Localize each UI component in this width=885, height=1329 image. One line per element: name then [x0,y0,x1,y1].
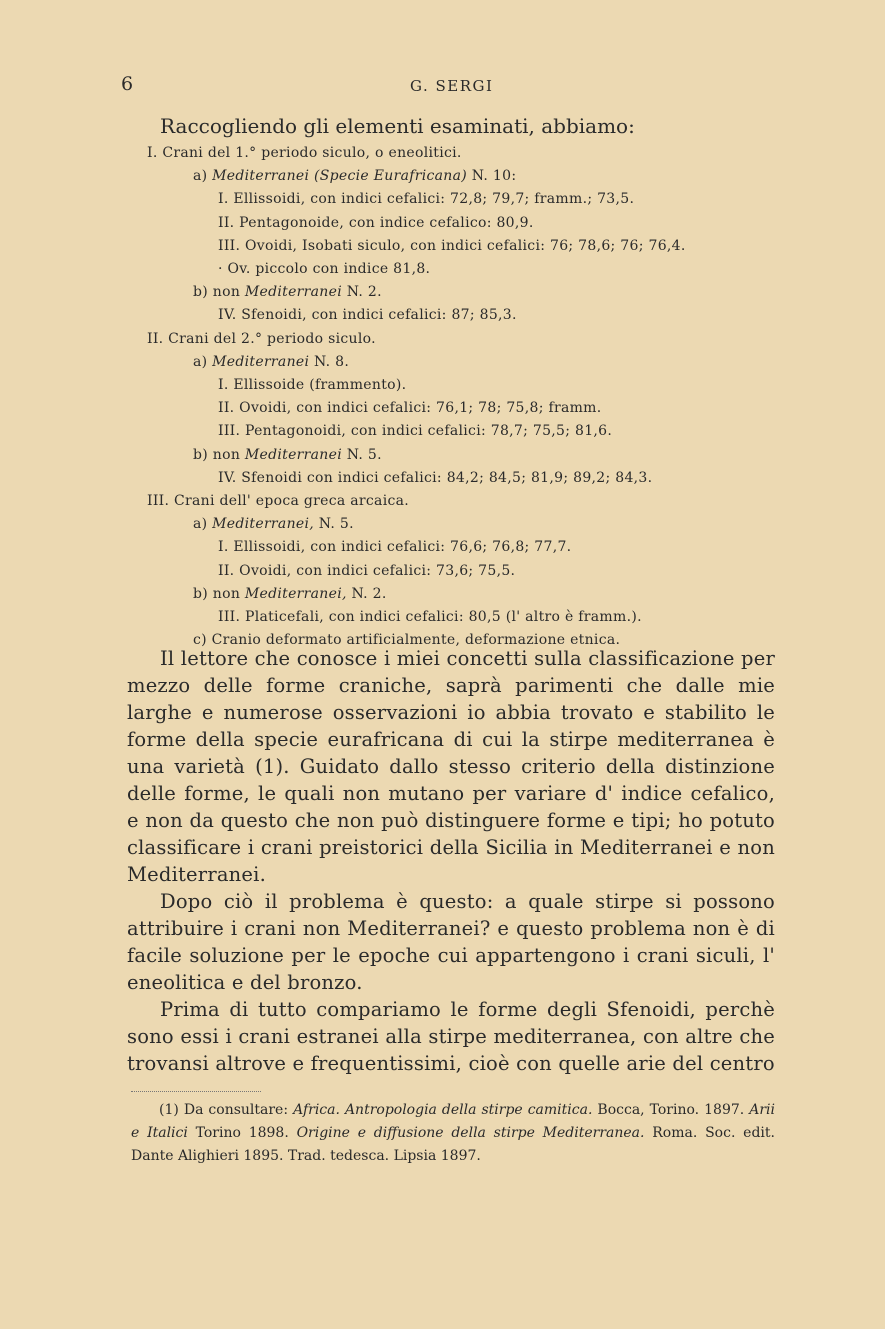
italic-segment: Mediterranei, [212,516,315,533]
paragraph: Dopo ciò il problema è questo: a quale stirpe si possono attribuire i crani non Mediterranei? e questo problema non è di facile soluzione per le epoche cui appartengono i crani siculi, l' eneolitica e del bronzo. [127,890,775,994]
text-segment: (1) Da consultare: [159,1102,294,1118]
footnote-text [131,1099,775,1168]
italic-segment: Mediterranei [244,284,342,301]
list-item [218,398,602,418]
text-segment: III. Ovoidi, Isobati siculo, con indici cefalici: 76; 78,6; 76; 76,4. [218,237,686,254]
list-item [193,166,516,186]
list-item [193,445,382,465]
list-item [218,375,406,395]
text-segment: II. Crani del 2.° periodo siculo. [147,330,376,347]
text-segment: b) non [193,446,245,463]
text-segment: c) Cranio deformato artificialmente, deformazione etnica. [193,632,621,649]
text-segment: N. 5. [341,446,382,463]
text-segment: Roma. Soc. edit. Dante Alighieri 1895. Trad. tedesca. Lipsia 1897. [131,1125,775,1164]
text-segment: II. Ovoidi, con indici cefalici: 76,1; 78; 75,8; framm. [218,400,602,417]
text-segment: a) [193,168,213,185]
list-item [218,607,642,627]
text-segment: III. Platicefali, con indici cefalici: 80,5 (l' altro è framm.). [218,609,642,625]
text-segment: III. Crani dell' epoca greca arcaica. [147,493,410,509]
page-number: 6 [121,73,134,95]
text-segment: III. Pentagonoidi, con indici cefalici: 78,7; 75,5; 81,6. [218,423,613,440]
text-segment: II. Pentagonoide, con indice cefalico: 80,9. [218,214,534,231]
list-item [193,584,387,604]
list-item [218,213,534,233]
italic-segment: Mediterranei [212,353,310,370]
list-item [218,236,686,256]
text-segment: N. 2. [341,284,382,301]
italic-segment: Origine e diffusione della stirpe Mediterranea. [296,1125,645,1141]
list-item [193,282,382,302]
text-segment: b) non [193,284,245,301]
paragraph: Prima di tutto compariamo le forme degli Sfenoidi, perchè sono essi i crani estranei alla stirpe mediterranea, con altre che trovansi altrove e frequentissimi, cioè con quelle arie del centro [127,998,775,1075]
text-segment: I. Crani del 1.° periodo siculo, o eneolitici. [147,145,462,161]
text-segment: b) non [193,585,245,602]
list-item [218,421,612,441]
list-item [218,189,634,209]
running-head: G. SERGI [410,77,494,95]
text-segment: N. 2. [346,585,387,602]
italic-segment: Africa. Antropologia della stirpe camitica. [293,1102,593,1118]
list-item [218,305,517,325]
list-item [218,561,515,581]
text-segment: Torino 1898. [187,1125,297,1141]
list-item [147,143,462,163]
text-segment: N. 10: [467,168,517,185]
text-segment: N. 5. [314,516,354,533]
intro-line: Raccogliendo gli elementi esaminati, abbiamo: [160,114,635,138]
text-segment: N. 8. [309,353,350,370]
text-segment: IV. Sfenoidi con indici cefalici: 84,2; 84,5; 81,9; 89,2; 84,3. [218,469,653,486]
list-item [218,259,430,279]
italic-segment: Mediterranei (Specie Eurafricana) [212,168,467,185]
text-segment: I. Ellissoidi, con indici cefalici: 72,8; 79,7; framm.; 73,5. [218,191,635,208]
paragraph: Il lettore che conosce i miei concetti sulla classificazione per mezzo delle forme craniche, saprà parimenti che dalle mie larghe e numerose osservazioni io abbia trovato e stabilito le forme della specie eurafricana di cui la stirpe mediterranea è una varietà (1). Guidato dallo stesso criterio della distinzione delle forme, le quali non mutano per variare d' indice cefalico, e non da questo che non può distinguere forme e tipi; ho potuto classificare i crani preistorici della Sicilia in Mediterranei e non Mediterranei. [127,647,775,886]
list-item [147,491,409,511]
text-segment: II. Ovoidi, con indici cefalici: 73,6; 75,5. [218,562,516,579]
body-text [127,645,775,1077]
text-segment: · Ov. piccolo con indice 81,8. [218,261,431,277]
list-item [218,537,571,557]
text-segment: a) [193,516,213,533]
text-segment: Bocca, Torino. 1897. [592,1102,750,1118]
list-item [147,329,376,349]
text-segment: I. Ellissoide (frammento). [218,377,407,393]
text-segment: IV. Sfenoidi, con indici cefalici: 87; 85,3. [218,307,517,324]
italic-segment: Mediterranei [244,446,342,463]
list-item [193,514,354,534]
list-item [193,352,349,372]
text-segment: a) [193,353,213,370]
footnote-divider [131,1091,261,1092]
italic-segment: Mediterranei, [244,585,347,602]
text-segment: I. Ellissoidi, con indici cefalici: 76,6; 76,8; 77,7. [218,539,572,556]
italic-segment: Arii e Italici [131,1102,775,1141]
list-item [218,468,652,488]
footnote [131,1099,775,1168]
